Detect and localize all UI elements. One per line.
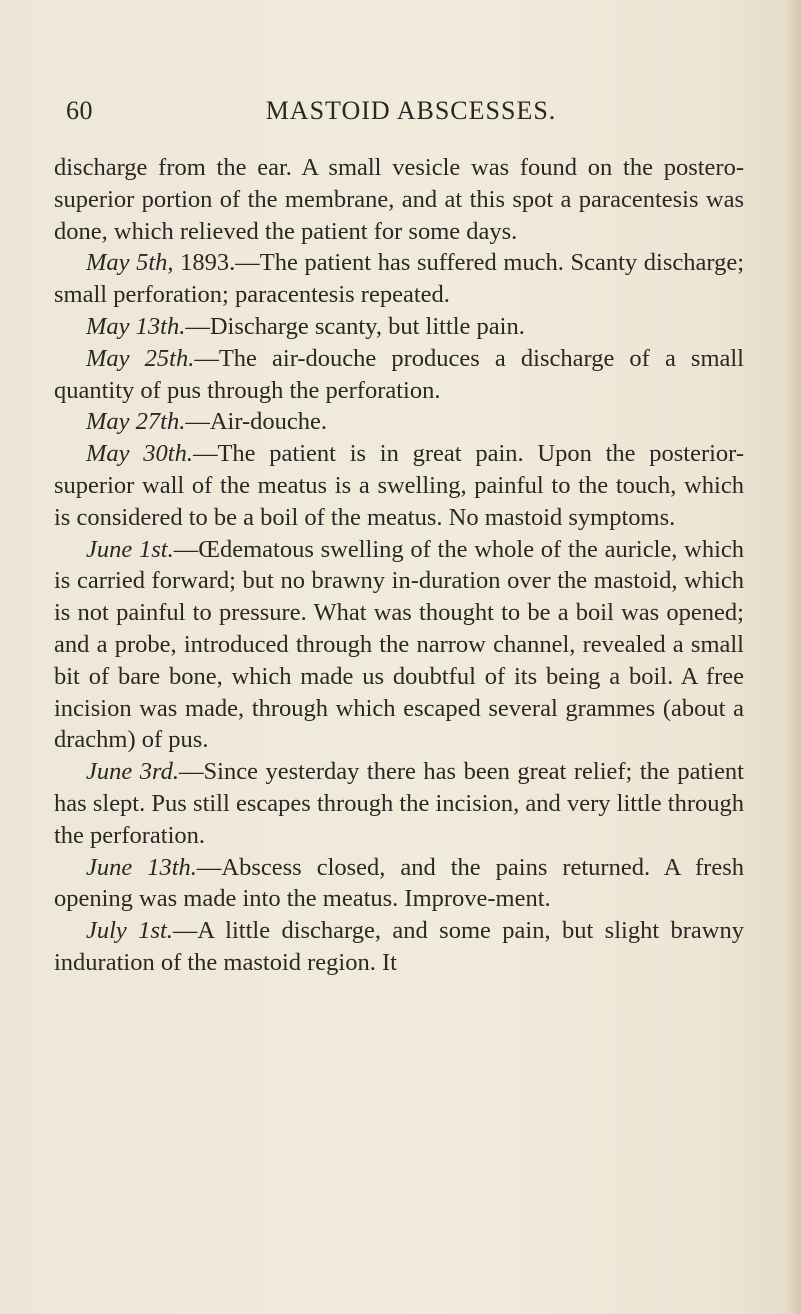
entry-date: May 25th. — [86, 344, 195, 372]
paragraph-text: —The patient is in great pain. Upon the posterior-superior wall of the meatus is a swelling, painful to the touch, which is considered to be a boil of the meatus. No mastoid symptoms. — [54, 440, 745, 531]
paragraph-text: —Air-douche. — [185, 408, 328, 436]
paragraph-text: —A little discharge, and some pain, but slight brawny induration of the mastoid region. It — [54, 917, 744, 976]
entry-date: June 1st. — [86, 535, 174, 563]
page-header — [66, 96, 756, 136]
entry-date: May 27th. — [86, 408, 186, 436]
entry-date: July 1st. — [86, 917, 173, 945]
paragraph-text: —Œdematous swelling of the whole of the auricle, which is carried forward; but no brawny in-duration over the mastoid, which is not painful to pressure. What was thought to be a boil was opened; and a probe, introduced through the narrow channel, revealed a small bit of bare bone, which made us doubtful of its being a boil. A free incision was made, through which escaped several grammes (about a drachm) of pus. — [54, 535, 744, 754]
paragraph — [54, 438, 744, 533]
paragraph-text: —Discharge scanty, but little pain. — [185, 312, 525, 340]
paragraph-text: 1893.—The patient has suffered much. Scanty discharge; small perforation; paracentesis repeated. — [54, 249, 744, 309]
paragraph — [54, 852, 744, 916]
paragraph-text: —Since yesterday there has been great relief; the patient has slept. Pus still escapes through the incision, and very little through the perforation. — [54, 758, 744, 849]
paragraph — [54, 311, 744, 343]
paragraph — [54, 915, 744, 979]
paragraph — [54, 756, 744, 851]
paragraph — [54, 343, 744, 407]
paragraph — [54, 534, 744, 757]
paragraph — [54, 247, 744, 311]
entry-date: June 3rd. — [86, 758, 180, 786]
paragraph-text: discharge from the ear. A small vesicle was found on the postero-superior portion of the membrane, and at this spot a paracentesis was done, which relieved the patient for some days. — [54, 154, 744, 245]
entry-date: May 5th, — [86, 249, 174, 277]
paragraph — [54, 406, 744, 438]
running-title: MASTOID ABSCESSES. — [265, 96, 557, 125]
paragraph-text: —The air-douche produces a discharge of a small quantity of pus through the perforation. — [54, 344, 744, 404]
page-number: 60 — [66, 96, 93, 125]
entry-date: May 13th. — [86, 312, 186, 340]
entry-date: June 13th. — [86, 853, 197, 881]
page-edge-shadow — [787, 0, 801, 1314]
paragraph — [54, 152, 744, 247]
body-text — [54, 152, 744, 979]
entry-date: May 30th. — [86, 440, 193, 468]
paragraph-text: —Abscess closed, and the pains returned. A fresh opening was made into the meatus. Improve-ment. — [54, 853, 745, 913]
